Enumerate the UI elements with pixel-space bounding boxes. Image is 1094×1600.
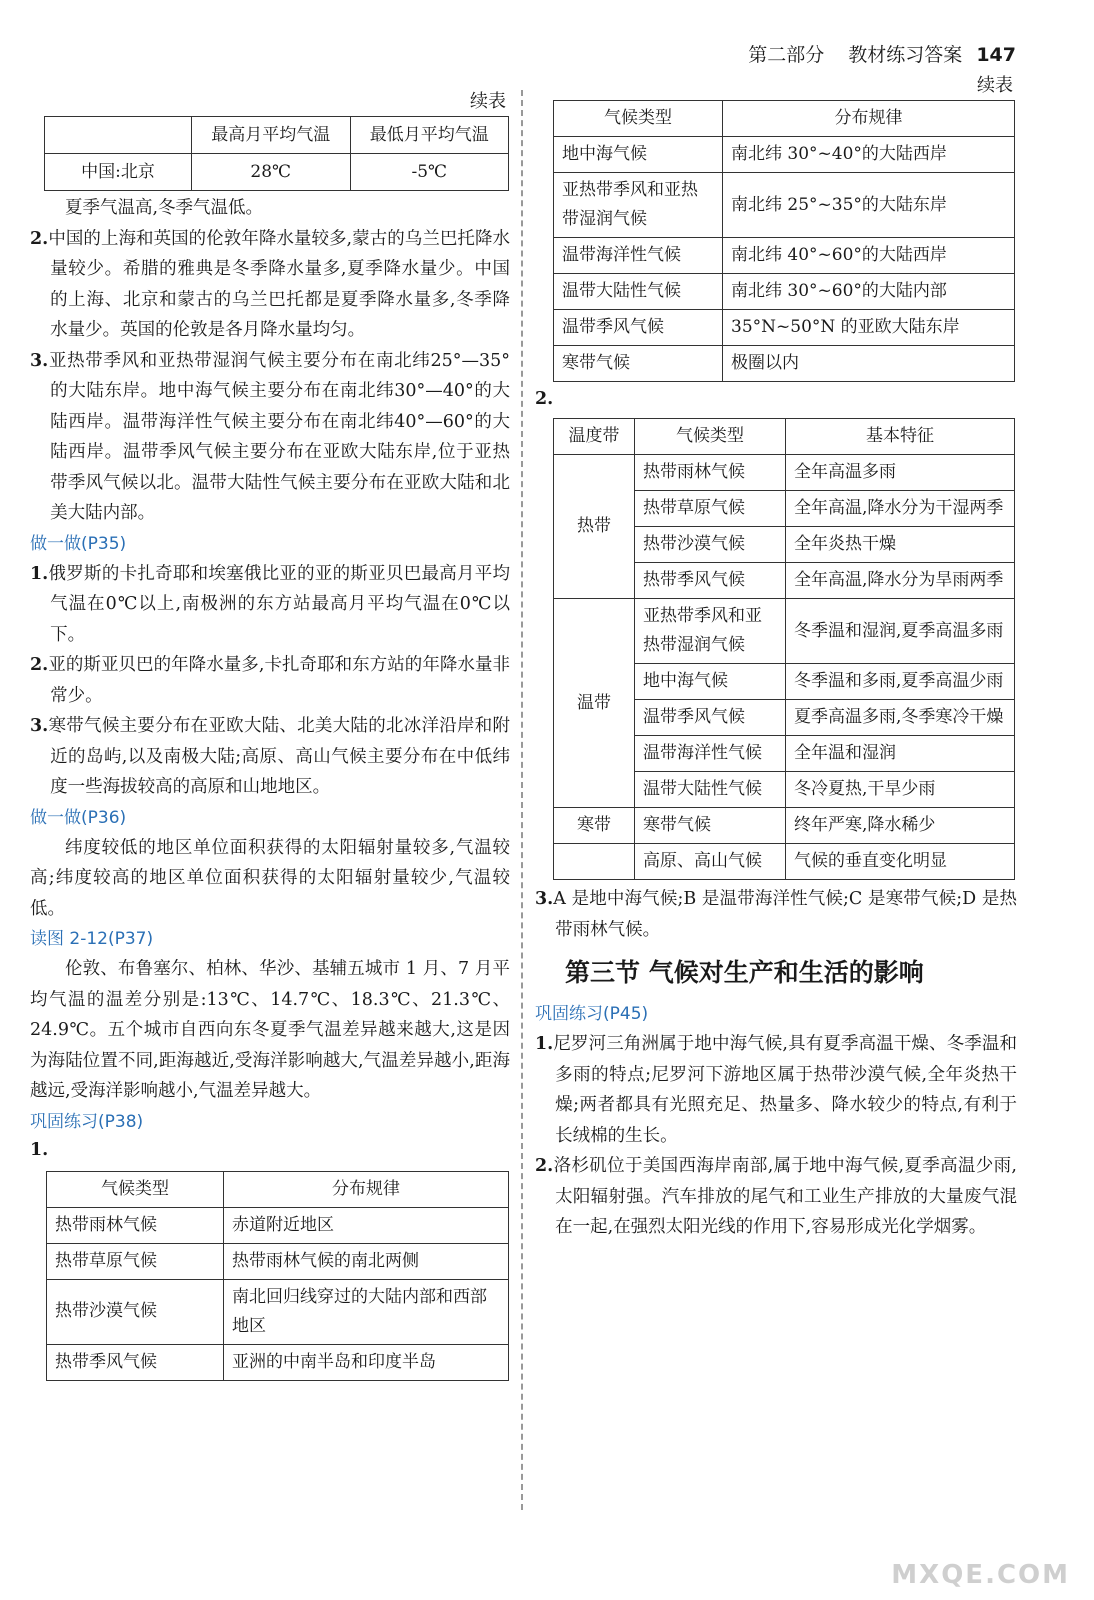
table-cell: 热带草原气候 xyxy=(47,1243,224,1279)
table-cell: 高原、高山气候 xyxy=(635,844,786,880)
item-text: A 是地中海气候;B 是温带海洋性气候;C 是寒带气候;D 是热带雨林气候。 xyxy=(553,889,1017,940)
answer-item xyxy=(30,224,510,346)
item-number: 1. xyxy=(30,563,49,584)
watermark: MXQE.COM xyxy=(891,1560,1070,1590)
table-cell: 亚洲的中南半岛和印度半岛 xyxy=(224,1344,509,1380)
table-cell: 冬季温和多雨,夏季高温少雨 xyxy=(786,664,1015,700)
table-cell: 35°N~50°N 的亚欧大陆东岸 xyxy=(723,310,1015,346)
item-number: 2. xyxy=(535,389,554,409)
table-header-cell: 分布规律 xyxy=(723,101,1015,137)
continued-label: 续表 xyxy=(470,91,506,112)
temperature-table xyxy=(44,116,509,191)
left-column xyxy=(30,88,510,1381)
paragraph: 纬度较低的地区单位面积获得的太阳辐射量较多,气温较高;纬度较高的地区单位面积获得的太阳辐射量较少,气温较低。 xyxy=(30,837,510,919)
answer-item xyxy=(535,1029,1017,1151)
table-cell: 热带草原气候 xyxy=(635,491,786,527)
item-text: 中国的上海和英国的伦敦年降水量较多,蒙古的乌兰巴托降水量较少。希腊的雅典是冬季降水量多,夏季降水量少。中国的上海、北京和蒙古的乌兰巴托都是夏季降水量多,冬季降水量少。英国的伦敦是各月降水量均匀。 xyxy=(48,228,510,340)
empty-zone-cell xyxy=(554,844,635,880)
item-number: 2. xyxy=(30,655,49,675)
table-header-cell: 最低月平均气温 xyxy=(350,117,509,154)
answer-item xyxy=(535,1151,1017,1243)
page-header xyxy=(748,40,1016,67)
paragraph: 伦敦、布鲁塞尔、柏林、华沙、基辅五城市 1 月、7 月平均气温的温差分别是:13℃、14.7℃、18.3℃、21.3℃、24.9℃。五个城市自西向东冬夏季气温差异越来越大,这是因为海陆位置不同,距海越近,受海洋影响越大,气温差异越小,距海越远,受海洋影响越小,气温差异越大。 xyxy=(30,959,510,1101)
table-header-cell: 温度带 xyxy=(554,419,635,455)
table-cell: 全年炎热干燥 xyxy=(786,527,1015,563)
table-cell: 热带沙漠气候 xyxy=(635,527,786,563)
table-cell: 南北纬 40°~60°的大陆西岸 xyxy=(723,238,1015,274)
header-title: 教材练习答案 xyxy=(848,44,963,66)
table-cell: 温带季风气候 xyxy=(554,310,723,346)
table-cell: 热带季风气候 xyxy=(635,563,786,599)
table-header-cell: 最高月平均气温 xyxy=(192,117,351,154)
zone-cell: 热带 xyxy=(554,455,635,599)
section-heading: 巩固练习(P45) xyxy=(535,1004,649,1024)
item-number: 1. xyxy=(535,1034,554,1054)
table-cell: 南北纬 25°~35°的大陆东岸 xyxy=(723,173,1015,238)
item-number: 2. xyxy=(535,1156,554,1176)
table-cell: 热带雨林气候 xyxy=(635,455,786,491)
table-cell: -5℃ xyxy=(350,154,509,191)
table-header-cell: 气候类型 xyxy=(635,419,786,455)
table-cell: 南北纬 30°~60°的大陆内部 xyxy=(723,274,1015,310)
answer-item xyxy=(30,650,510,711)
table-cell: 赤道附近地区 xyxy=(224,1207,509,1243)
item-text: 洛杉矶位于美国西海岸南部,属于地中海气候,夏季高温少雨,太阳辐射强。汽车排放的尾气和工业生产排放的大量废气混在一起,在强烈太阳光线的作用下,容易形成光化学烟雾。 xyxy=(553,1156,1017,1237)
table-cell: 28℃ xyxy=(192,154,351,191)
table-cell: 温带季风气候 xyxy=(635,700,786,736)
table-cell: 全年高温多雨 xyxy=(786,455,1015,491)
right-column xyxy=(535,72,1017,1243)
climate-features-table xyxy=(553,418,1015,880)
table-cell: 南北回归线穿过的大陆内部和西部地区 xyxy=(224,1279,509,1344)
table-cell: 亚热带季风和亚热带湿润气候 xyxy=(554,173,723,238)
table-header-cell: 基本特征 xyxy=(786,419,1015,455)
table-cell: 热带季风气候 xyxy=(47,1344,224,1380)
table-cell: 寒带气候 xyxy=(554,346,723,382)
table-cell: 全年温和湿润 xyxy=(786,736,1015,772)
table-cell: 亚热带季风和亚热带湿润气候 xyxy=(635,599,786,664)
table-cell: 热带沙漠气候 xyxy=(47,1279,224,1344)
table-header-cell xyxy=(45,117,192,154)
answer-item xyxy=(30,711,510,803)
continued-label: 续表 xyxy=(977,75,1013,96)
table-cell: 全年高温,降水分为干湿两季 xyxy=(786,491,1015,527)
climate-distribution-table xyxy=(46,1171,509,1381)
item-number: 3. xyxy=(30,716,49,736)
table-cell: 地中海气候 xyxy=(635,664,786,700)
section-heading: 巩固练习(P38) xyxy=(30,1111,144,1132)
table-cell: 寒带气候 xyxy=(635,808,786,844)
page-number: 147 xyxy=(976,44,1016,66)
answer-item xyxy=(30,346,510,529)
header-section: 第二部分 xyxy=(748,44,825,66)
table-cell: 热带雨林气候的南北两侧 xyxy=(224,1243,509,1279)
table-cell: 气候的垂直变化明显 xyxy=(786,844,1015,880)
answer-item xyxy=(30,559,510,651)
item-number: 1. xyxy=(30,1139,49,1160)
table-cell: 终年严寒,降水稀少 xyxy=(786,808,1015,844)
table-cell: 冬季温和湿润,夏季高温多雨 xyxy=(786,599,1015,664)
item-text: 尼罗河三角洲属于地中海气候,具有夏季高温干燥、冬季温和多雨的特点;尼罗河下游地区属于热带沙漠气候,全年炎热干燥;两者都具有光照充足、热量多、降水较少的特点,有利于长绒棉的生长。 xyxy=(553,1034,1017,1146)
table-cell: 冬冷夏热,干旱少雨 xyxy=(786,772,1015,808)
column-divider xyxy=(521,90,523,1510)
item-text: 俄罗斯的卡扎奇耶和埃塞俄比亚的亚的斯亚贝巴最高月平均气温在0℃以上,南极洲的东方站最高月平均气温在0℃以下。 xyxy=(48,563,510,645)
table-cell: 温带海洋性气候 xyxy=(554,238,723,274)
climate-distribution-table-continued xyxy=(553,100,1015,382)
section-heading: 读图 2-12(P37) xyxy=(30,929,154,949)
table-header-cell: 气候类型 xyxy=(47,1171,224,1207)
table-cell: 中国:北京 xyxy=(45,154,192,191)
table-cell: 极圈以内 xyxy=(723,346,1015,382)
table-cell: 温带大陆性气候 xyxy=(635,772,786,808)
table-header-cell: 气候类型 xyxy=(554,101,723,137)
item-number: 3. xyxy=(30,350,49,371)
section-title: 第三节 气候对生产和生活的影响 xyxy=(565,958,924,987)
item-text: 寒带气候主要分布在亚欧大陆、北美大陆的北冰洋沿岸和附近的岛屿,以及南极大陆;高原、高山气候主要分布在中低纬度一些海拔较高的高原和山地地区。 xyxy=(48,716,510,797)
paragraph: 夏季气温高,冬季气温低。 xyxy=(65,198,264,218)
table-cell: 夏季高温多雨,冬季寒冷干燥 xyxy=(786,700,1015,736)
table-cell: 温带海洋性气候 xyxy=(635,736,786,772)
item-text: 亚的斯亚贝巴的年降水量多,卡扎奇耶和东方站的年降水量非常少。 xyxy=(48,655,510,706)
table-header-cell: 分布规律 xyxy=(224,1171,509,1207)
table-cell: 温带大陆性气候 xyxy=(554,274,723,310)
table-cell: 南北纬 30°~40°的大陆西岸 xyxy=(723,137,1015,173)
item-number: 2. xyxy=(30,228,49,249)
table-cell: 全年高温,降水分为旱雨两季 xyxy=(786,563,1015,599)
table-cell: 热带雨林气候 xyxy=(47,1207,224,1243)
zone-cell: 寒带 xyxy=(554,808,635,844)
item-number: 3. xyxy=(535,889,554,909)
table-cell: 地中海气候 xyxy=(554,137,723,173)
answer-item xyxy=(535,884,1017,945)
section-heading: 做一做(P36) xyxy=(30,807,127,828)
item-text: 亚热带季风和亚热带湿润气候主要分布在南北纬25°—35°的大陆东岸。地中海气候主要分布在南北纬30°—40°的大陆西岸。温带海洋性气候主要分布在南北纬40°—60°的大陆西岸。温带季风气候主要分布在亚欧大陆东岸,位于亚热带季风气候以北。温带大陆性气候主要分布在亚欧大陆和北美大陆内部。 xyxy=(48,350,510,523)
zone-cell: 温带 xyxy=(554,599,635,808)
section-heading: 做一做(P35) xyxy=(30,533,127,554)
